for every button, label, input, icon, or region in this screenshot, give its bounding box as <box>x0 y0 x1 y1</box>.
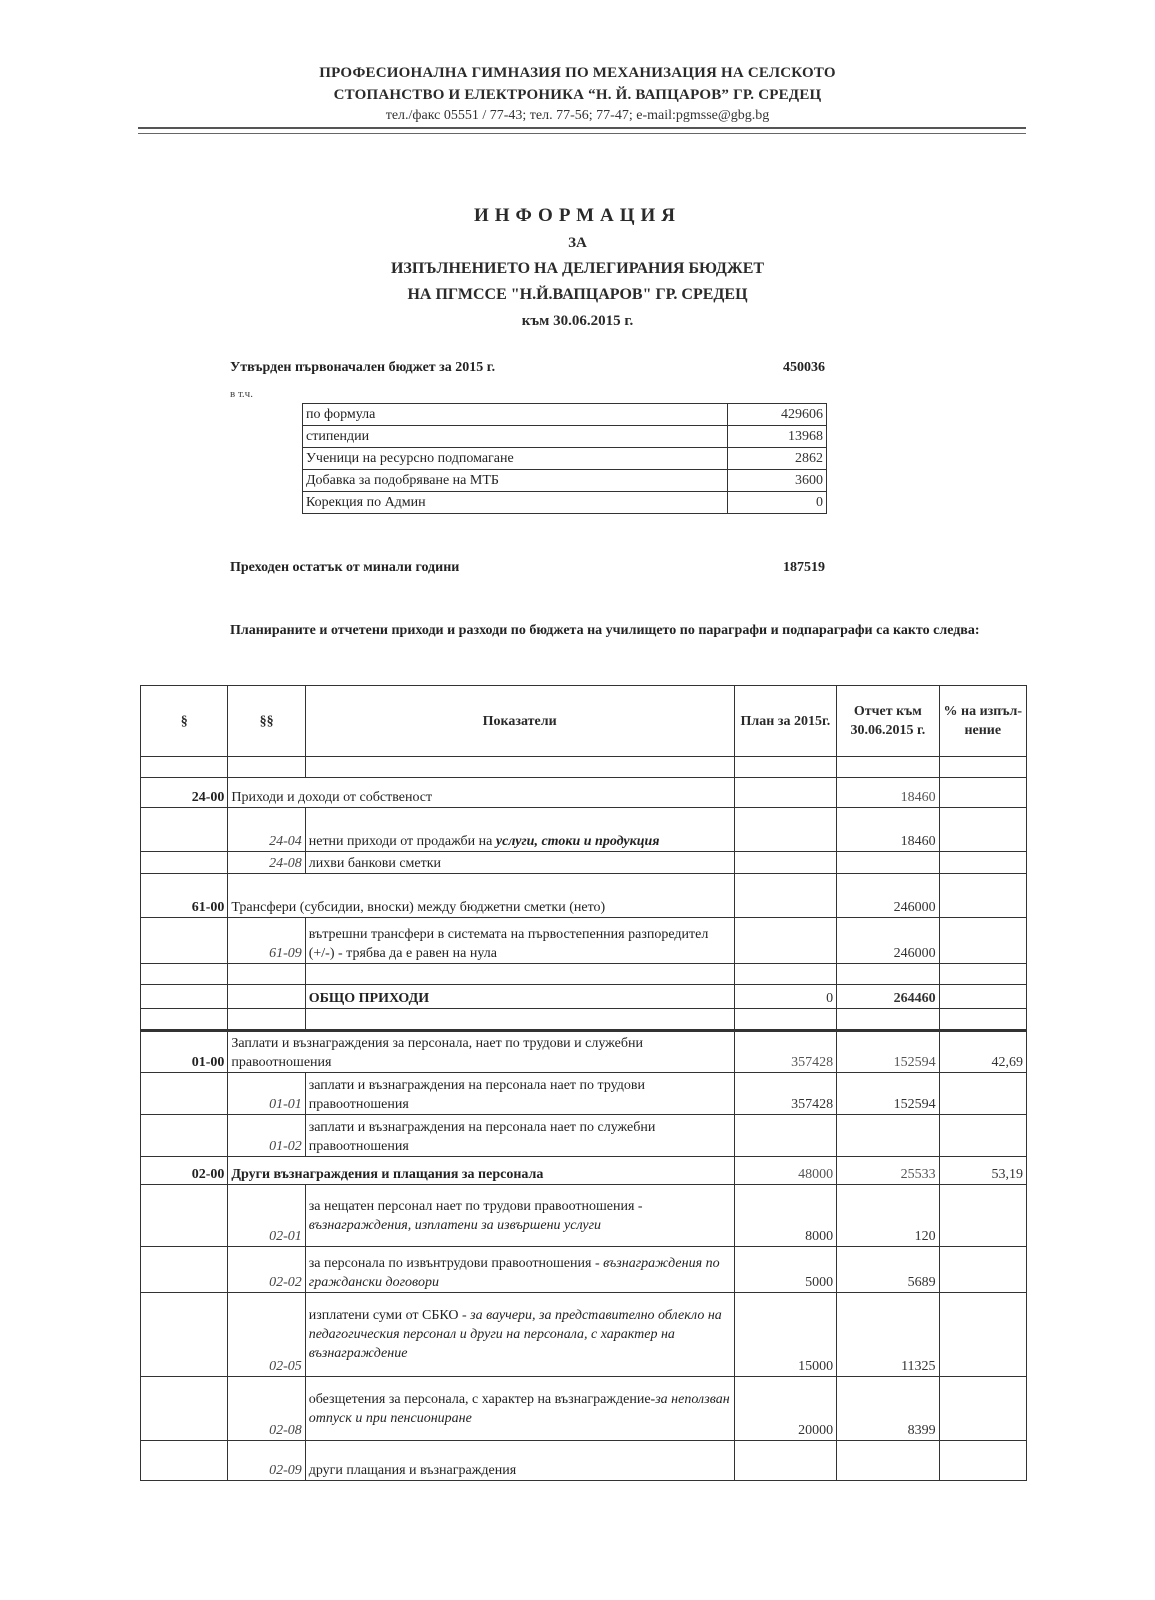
table-row <box>141 874 1027 918</box>
contact-line: тел./факс 05551 / 77-43; тел. 77-56; 77-47; e-mail:pgmsse@gbg.bg <box>385 108 770 123</box>
school-name-line2: СТОПАНСТВО И ЕЛЕКТРОНИКА “Н. Й. ВАПЦАРОВ” ГР. СРЕДЕЦ <box>333 87 822 103</box>
table-row <box>141 1293 1027 1377</box>
row-label: Заплати и възнаграждения за персонала, нает по трудови и служебни правоотношения <box>228 1031 734 1073</box>
table-row <box>141 1009 1027 1031</box>
row-code: 02-08 <box>228 1377 305 1441</box>
table-row <box>141 1377 1027 1441</box>
breakdown-label: по формула <box>303 404 728 426</box>
row-code: 24-08 <box>228 852 305 874</box>
breakdown-value: 0 <box>728 492 827 514</box>
row-plan <box>734 874 836 918</box>
row-label-italic: възнаграждения по граждански договори <box>308 1256 720 1290</box>
table-row <box>303 404 827 426</box>
row-report: 152594 <box>837 1073 939 1115</box>
row-report: 25533 <box>837 1157 939 1185</box>
row-code: 01-02 <box>228 1115 305 1157</box>
title-school: НА ПГМССЕ "Н.Й.ВАПЦАРОВ" ГР. СРЕДЕЦ <box>407 286 748 303</box>
row-label-plain: за нещатен персонал нает по трудови правоотношения - <box>308 1198 643 1214</box>
row-percent <box>939 1293 1026 1377</box>
header-indicators: Показатели <box>305 686 734 757</box>
row-label-italic: за неползван отпуск и при пенсиониране <box>308 1391 730 1426</box>
breakdown-label: Ученици на ресурсно подпомагане <box>303 448 728 470</box>
row-percent <box>939 808 1026 852</box>
title-subject: ИЗПЪЛНЕНИЕТО НА ДЕЛЕГИРАНИЯ БЮДЖЕТ <box>390 260 765 277</box>
table-row <box>141 1115 1027 1157</box>
header-plan: План за 2015г. <box>734 686 836 757</box>
row-plan <box>734 778 836 808</box>
row-percent <box>939 874 1026 918</box>
row-label-plain: нетни приходи от продажби на <box>308 834 496 849</box>
row-plan: 5000 <box>734 1247 836 1293</box>
row-report <box>837 1115 939 1157</box>
row-code: 02-02 <box>228 1247 305 1293</box>
row-plan <box>734 918 836 964</box>
budget-breakdown-table <box>302 403 827 514</box>
row-label-plain: изплатени суми от СБКО - <box>308 1308 471 1323</box>
row-percent: 53,19 <box>939 1157 1026 1185</box>
row-label: заплати и възнаграждения на персонала нает по служебни правоотношения <box>305 1115 734 1157</box>
including-label: в т.ч. <box>230 388 253 400</box>
row-percent: 42,69 <box>939 1031 1026 1073</box>
budget-execution-table <box>140 685 1027 1481</box>
row-percent <box>939 1247 1026 1293</box>
row-plan: 15000 <box>734 1293 836 1377</box>
document-title <box>0 202 1155 334</box>
row-label-italic: за ваучери, за представително облекло на педагогическия персонал и други на персонала, с характер на възнаграждение <box>308 1308 722 1361</box>
total-income-plan: 0 <box>734 985 836 1009</box>
total-income-label: ОБЩО ПРИХОДИ <box>305 985 734 1009</box>
table-row <box>141 757 1027 778</box>
row-label-emphasis: услуги, стоки и продукция <box>495 834 660 849</box>
table-row <box>141 1031 1027 1073</box>
row-code: 61-09 <box>228 918 305 964</box>
row-plan <box>734 852 836 874</box>
row-report: 152594 <box>837 1031 939 1073</box>
row-label-plain: за персонала по извънтрудови правоотношения - <box>308 1256 604 1271</box>
row-label: Приходи и доходи от собственост <box>228 778 734 808</box>
row-label: Други възнаграждения и плащания за персонала <box>228 1157 734 1185</box>
header-paragraph: § <box>141 686 228 757</box>
carryover-value: 187519 <box>783 560 825 575</box>
row-report: 5689 <box>837 1247 939 1293</box>
table-row <box>141 1247 1027 1293</box>
row-percent <box>939 918 1026 964</box>
row-report: 18460 <box>837 808 939 852</box>
letterhead <box>0 62 1155 126</box>
row-report: 120 <box>837 1185 939 1247</box>
table-row <box>141 1441 1027 1481</box>
table-header-row <box>141 686 1027 757</box>
row-percent <box>939 1185 1026 1247</box>
row-label: други плащания и възнаграждения <box>305 1441 734 1481</box>
row-report: 246000 <box>837 874 939 918</box>
table-row <box>141 1157 1027 1185</box>
breakdown-label: стипендии <box>303 426 728 448</box>
row-code: 02-01 <box>228 1185 305 1247</box>
approved-budget-line <box>230 360 825 376</box>
table-row <box>303 470 827 492</box>
row-report <box>837 1441 939 1481</box>
row-code: 02-09 <box>228 1441 305 1481</box>
table-row <box>303 492 827 514</box>
row-report: 11325 <box>837 1293 939 1377</box>
carryover-line <box>230 560 825 576</box>
row-report: 18460 <box>837 778 939 808</box>
school-name-line1: ПРОФЕСИОНАЛНА ГИМНАЗИЯ ПО МЕХАНИЗАЦИЯ НА СЕЛСКОТО <box>319 65 836 81</box>
row-label: вътрешни трансфери в системата на първостепенния разпоредител (+/-) - трябва да е равен на нула <box>305 918 734 964</box>
row-label-plain: обезщетения за персонала, с характер на възнаграждение- <box>308 1391 656 1407</box>
row-percent <box>939 1073 1026 1115</box>
row-label: лихви банкови сметки <box>305 852 734 874</box>
table-row <box>141 778 1027 808</box>
header-percent: % на изпъл-нение <box>939 686 1026 757</box>
row-plan <box>734 808 836 852</box>
table-row <box>141 1073 1027 1115</box>
row-label <box>305 1185 734 1247</box>
breakdown-label: Корекция по Админ <box>303 492 728 514</box>
breakdown-value: 429606 <box>728 404 827 426</box>
row-plan <box>734 1441 836 1481</box>
row-code: 24-04 <box>228 808 305 852</box>
row-code: 24-00 <box>141 778 228 808</box>
row-plan: 48000 <box>734 1157 836 1185</box>
row-label <box>305 1247 734 1293</box>
row-code: 61-00 <box>141 874 228 918</box>
row-label <box>305 1293 734 1377</box>
total-income-percent <box>939 985 1026 1009</box>
row-plan: 20000 <box>734 1377 836 1441</box>
table-row <box>141 918 1027 964</box>
breakdown-value: 13968 <box>728 426 827 448</box>
table-row <box>141 1185 1027 1247</box>
row-code: 01-00 <box>141 1031 228 1073</box>
breakdown-value: 3600 <box>728 470 827 492</box>
breakdown-value: 2862 <box>728 448 827 470</box>
row-label <box>305 808 734 852</box>
total-income-report: 264460 <box>837 985 939 1009</box>
row-report: 246000 <box>837 918 939 964</box>
row-report <box>837 852 939 874</box>
row-percent <box>939 778 1026 808</box>
table-row <box>141 808 1027 852</box>
row-percent <box>939 1115 1026 1157</box>
header-subparagraph: §§ <box>228 686 305 757</box>
title-date: към 30.06.2015 г. <box>521 313 634 329</box>
table-row <box>141 852 1027 874</box>
row-percent <box>939 1441 1026 1481</box>
row-label <box>305 1377 734 1441</box>
row-plan: 357428 <box>734 1073 836 1115</box>
row-percent <box>939 1377 1026 1441</box>
title-for: ЗА <box>568 235 587 251</box>
row-label: Трансфери (субсидии, вноски) между бюджетни сметки (нето) <box>228 874 734 918</box>
intro-paragraph: Планираните и отчетени приходи и разходи по бюджета на училището по параграфи и подпараграфи са както следва: <box>230 623 980 638</box>
title-information: ИНФОРМАЦИЯ <box>473 205 682 226</box>
approved-budget-label: Утвърден първоначален бюджет за 2015 г. <box>230 360 496 375</box>
row-label-italic: възнаграждения, изплатени за извършени услуги <box>308 1217 602 1233</box>
table-row <box>141 985 1027 1009</box>
table-row <box>303 448 827 470</box>
row-code: 02-05 <box>228 1293 305 1377</box>
row-plan: 357428 <box>734 1031 836 1073</box>
row-report: 8399 <box>837 1377 939 1441</box>
row-code: 01-01 <box>228 1073 305 1115</box>
row-code: 02-00 <box>141 1157 228 1185</box>
breakdown-label: Добавка за подобряване на МТБ <box>303 470 728 492</box>
row-percent <box>939 852 1026 874</box>
row-plan: 8000 <box>734 1185 836 1247</box>
row-label: заплати и възнаграждения на персонала нает по трудови правоотношения <box>305 1073 734 1115</box>
table-row <box>303 426 827 448</box>
letterhead-divider <box>138 127 1026 134</box>
table-row <box>141 964 1027 985</box>
carryover-label: Преходен остатък от минали години <box>230 560 460 575</box>
approved-budget-value: 450036 <box>783 360 825 375</box>
header-report: Отчет към 30.06.2015 г. <box>837 686 939 757</box>
row-plan <box>734 1115 836 1157</box>
